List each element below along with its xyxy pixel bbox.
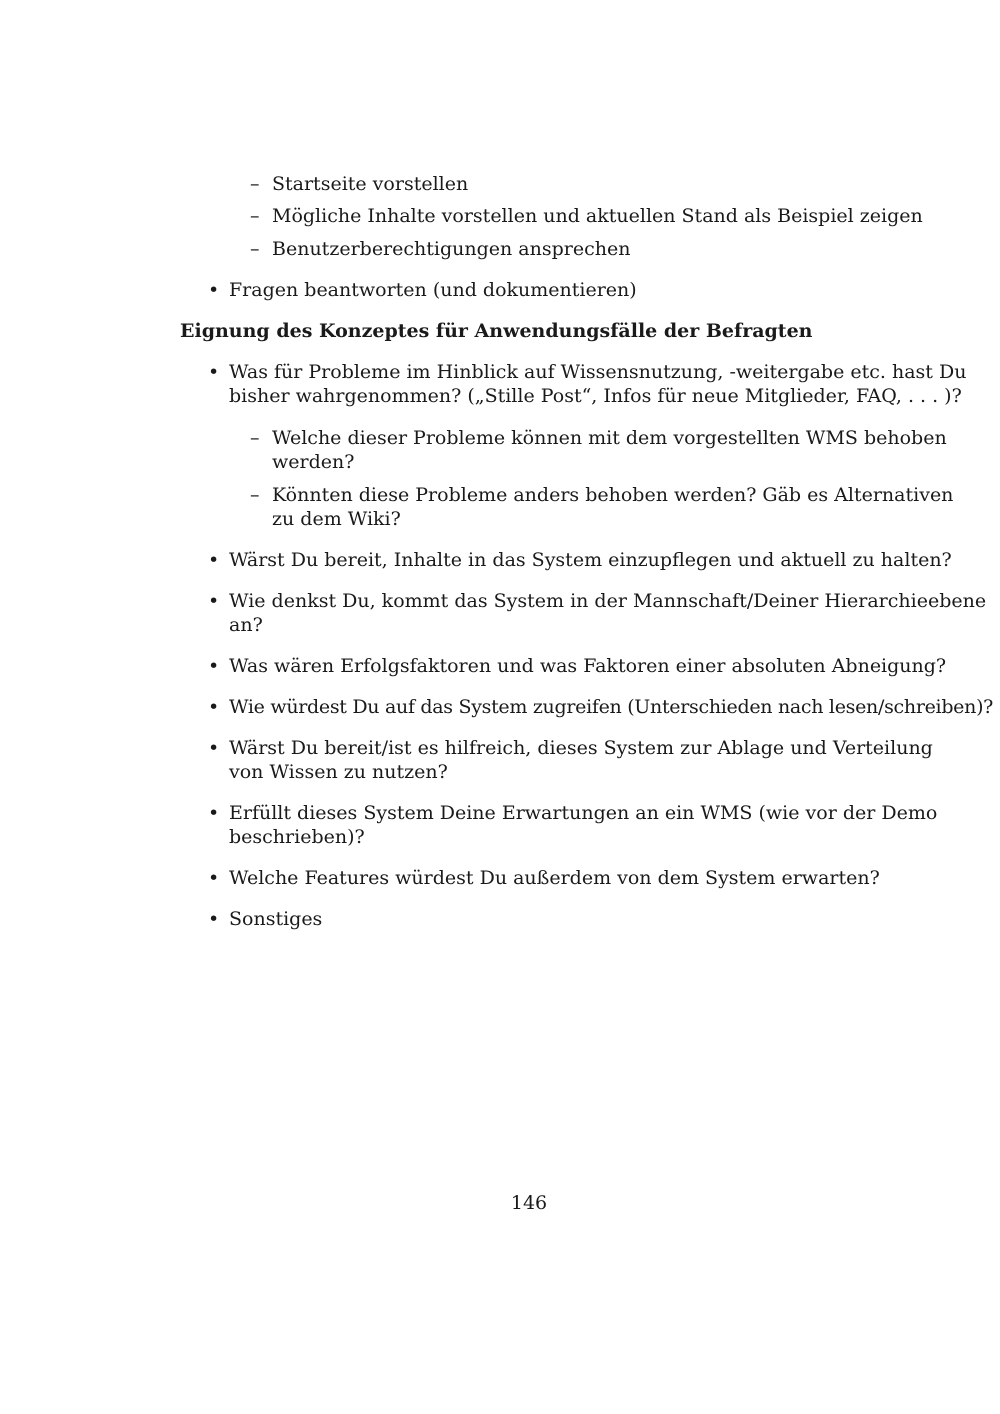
- bullet-item: [208, 360, 967, 384]
- bullet-item: [208, 589, 987, 613]
- sub-item-text: Benutzerberechtigungen ansprechen: [272, 238, 631, 260]
- section-heading: Eignung des Konzeptes für Anwendungsfälle der Befragten: [180, 320, 813, 342]
- sub-item: [250, 483, 954, 507]
- sub-item-text: Könnten diese Probleme anders behoben werden? Gäb es Alternativen: [272, 484, 954, 506]
- sub-item-text: Welche dieser Probleme können mit dem vorgestellten WMS behoben: [272, 427, 947, 449]
- sub-item-text: Mögliche Inhalte vorstellen und aktuellen Stand als Beispiel zeigen: [272, 205, 923, 227]
- bullet-item: [208, 695, 994, 719]
- bullet-text-continuation: bisher wahrgenommen? („Stille Post“, Infos für neue Mitglieder, FAQ, . . . )?: [229, 385, 962, 407]
- bullet-text-continuation: an?: [229, 614, 263, 636]
- bullet-text: Was für Probleme im Hinblick auf Wissensnutzung, -weitergabe etc. hast Du: [229, 361, 967, 383]
- bullet-item: [208, 801, 938, 825]
- bullet-item: [208, 736, 933, 760]
- sub-item: [250, 426, 947, 450]
- dash-marker: –: [250, 238, 260, 260]
- dash-marker: –: [250, 173, 260, 195]
- bullet-text: Welche Features würdest Du außerdem von dem System erwarten?: [229, 867, 880, 889]
- bullet-marker: •: [208, 655, 220, 677]
- bullet-text: Sonstiges: [229, 908, 323, 930]
- bullet-text: Wie würdest Du auf das System zugreifen (Unterschieden nach lesen/schreiben)?: [229, 696, 994, 718]
- bullet-marker: •: [208, 696, 220, 718]
- dash-marker: –: [250, 427, 260, 449]
- bullet-text: Wie denkst Du, kommt das System in der Mannschaft/Deiner Hierarchieebene: [229, 590, 987, 612]
- bullet-marker: •: [208, 802, 220, 824]
- bullet-item: [208, 278, 637, 302]
- sub-item-continuation: werden?: [272, 451, 355, 473]
- bullet-marker: •: [208, 908, 220, 930]
- dash-marker: –: [250, 205, 260, 227]
- bullet-marker: •: [208, 549, 220, 571]
- bullet-item: [208, 654, 947, 678]
- bullet-text-continuation: beschrieben)?: [229, 826, 365, 848]
- sub-item: [250, 172, 469, 196]
- bullet-text: Erfüllt dieses System Deine Erwartungen an ein WMS (wie vor der Demo: [229, 802, 938, 824]
- bullet-text: Was wären Erfolgsfaktoren und was Faktoren einer absoluten Abneigung?: [229, 655, 947, 677]
- sub-item: [250, 204, 923, 228]
- sub-item-continuation: zu dem Wiki?: [272, 508, 401, 530]
- bullet-item: [208, 907, 323, 931]
- page-number: 146: [510, 1192, 548, 1214]
- bullet-marker: •: [208, 361, 220, 383]
- bullet-text: Fragen beantworten (und dokumentieren): [229, 279, 637, 301]
- bullet-text-continuation: von Wissen zu nutzen?: [229, 761, 448, 783]
- bullet-text: Wärst Du bereit/ist es hilfreich, dieses System zur Ablage und Verteilung: [229, 737, 933, 759]
- bullet-item: [208, 866, 880, 890]
- bullet-marker: •: [208, 279, 220, 301]
- bullet-item: [208, 548, 952, 572]
- bullet-text: Wärst Du bereit, Inhalte in das System einzupflegen und aktuell zu halten?: [229, 549, 952, 571]
- bullet-marker: •: [208, 737, 220, 759]
- dash-marker: –: [250, 484, 260, 506]
- bullet-marker: •: [208, 590, 220, 612]
- sub-item: [250, 237, 631, 261]
- sub-item-text: Startseite vorstellen: [272, 173, 469, 195]
- bullet-marker: •: [208, 867, 220, 889]
